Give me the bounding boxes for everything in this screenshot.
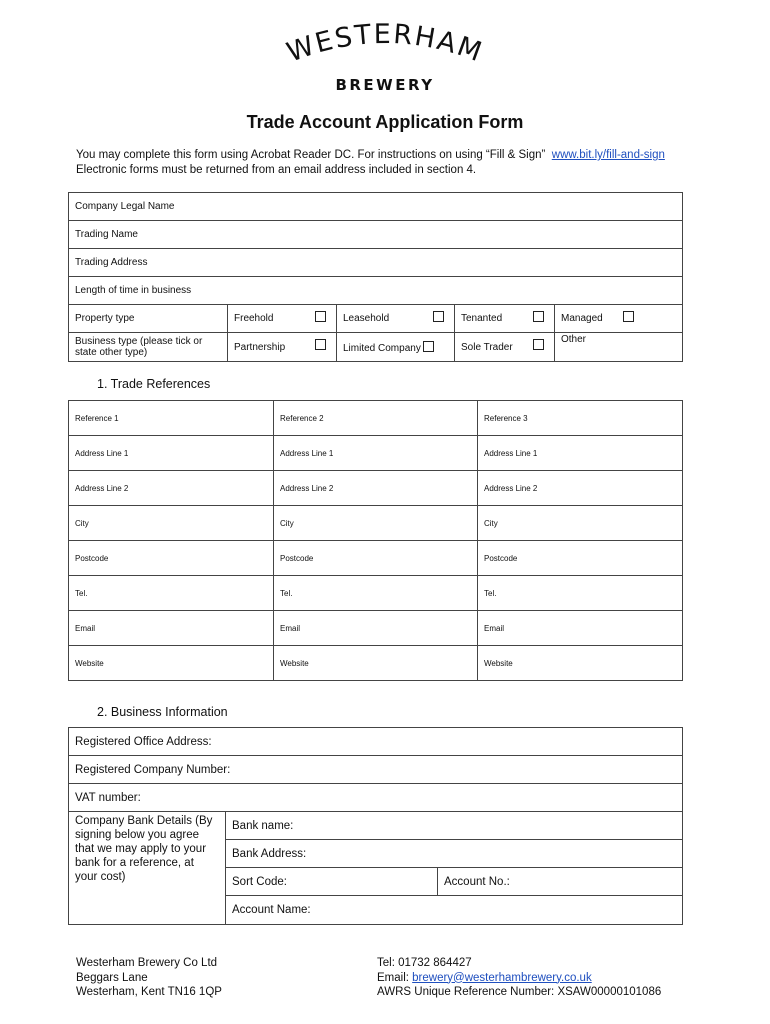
managed-checkbox[interactable] (623, 311, 634, 322)
tenanted-label: Tenanted (461, 313, 503, 324)
footer-email-label: Email: (377, 971, 413, 984)
reference-2-name-field[interactable]: Reference 2 (274, 401, 478, 436)
managed-option[interactable] (555, 305, 683, 333)
leasehold-checkbox[interactable] (433, 311, 444, 322)
managed-label: Managed (561, 313, 603, 324)
footer-company: Westerham Brewery Co Ltd (76, 957, 218, 969)
other-label: Other (561, 334, 587, 345)
tenanted-checkbox[interactable] (533, 311, 544, 322)
reference-1-email-field[interactable]: Email (69, 611, 274, 646)
svg-text:WESTERHAM (283, 20, 487, 69)
brewery-logo (262, 20, 508, 100)
logo-wordmark: WESTERHAM (282, 20, 488, 69)
sort-code-field[interactable]: Sort Code: (226, 868, 438, 896)
freehold-label: Freehold (234, 313, 274, 324)
business-information-table (68, 727, 683, 925)
leasehold-option[interactable] (337, 305, 455, 333)
intro-line1: You may complete this form using Acrobat Reader DC. For instructions on using “Fill & Sign” (76, 149, 546, 161)
reference-3-website-field[interactable]: Website (478, 646, 683, 681)
bank-details-label: Company Bank Details (By signing below you agree that we may apply to your bank for a reference, at your cost) (69, 812, 226, 925)
company-legal-name-field[interactable]: Company Legal Name (69, 193, 683, 221)
partnership-option[interactable] (228, 333, 337, 362)
trade-references-heading: 1. Trade References (97, 377, 211, 391)
fill-sign-link[interactable]: www.bit.ly/fill-and-sign (551, 149, 665, 161)
business-type-label: Business type (please tick or state other type) (69, 333, 228, 362)
registered-office-field[interactable]: Registered Office Address: (69, 728, 683, 756)
reference-2-tel-field[interactable]: Tel. (274, 576, 478, 611)
reference-3-email-field[interactable]: Email (478, 611, 683, 646)
business-information-heading: 2. Business Information (97, 705, 228, 719)
leasehold-label: Leasehold (343, 313, 390, 324)
company-details-table (68, 192, 683, 362)
account-name-field[interactable]: Account Name: (226, 896, 683, 925)
reference-3-address-line-1-field[interactable]: Address Line 1 (478, 436, 683, 471)
limited-company-option[interactable] (337, 333, 455, 362)
reference-3-postcode-field[interactable]: Postcode (478, 541, 683, 576)
vat-number-field[interactable]: VAT number: (69, 784, 683, 812)
reference-2-email-field[interactable]: Email (274, 611, 478, 646)
property-type-label: Property type (69, 305, 228, 333)
partnership-label: Partnership (234, 341, 286, 353)
reference-1-city-field[interactable]: City (69, 506, 274, 541)
reference-2-address-line-2-field[interactable]: Address Line 2 (274, 471, 478, 506)
footer-contact (377, 956, 661, 1000)
footer-street: Beggars Lane (76, 971, 148, 984)
intro-line2: Electronic forms must be returned from an email address included in section 4. (76, 164, 477, 176)
sole-trader-option[interactable] (455, 333, 555, 362)
reference-2-address-line-1-field[interactable]: Address Line 1 (274, 436, 478, 471)
freehold-checkbox[interactable] (315, 311, 326, 322)
reference-1-tel-field[interactable]: Tel. (69, 576, 274, 611)
reference-2-city-field[interactable]: City (274, 506, 478, 541)
page-title: Trade Account Application Form (246, 112, 524, 132)
footer-awrs: AWRS Unique Reference Number: XSAW00000101086 (377, 986, 662, 998)
limited-company-label: Limited Company (343, 342, 421, 354)
reference-1-postcode-field[interactable]: Postcode (69, 541, 274, 576)
reference-3-city-field[interactable]: City (478, 506, 683, 541)
reference-2-website-field[interactable]: Website (274, 646, 478, 681)
limited-company-checkbox[interactable] (423, 341, 434, 352)
reference-1-website-field[interactable]: Website (69, 646, 274, 681)
footer-tel: Tel: 01732 864427 (377, 957, 472, 969)
bank-address-field[interactable]: Bank Address: (226, 840, 683, 868)
reference-1-address-line-1-field[interactable]: Address Line 1 (69, 436, 274, 471)
trading-name-field[interactable]: Trading Name (69, 221, 683, 249)
sole-trader-label: Sole Trader (461, 341, 513, 353)
reference-1-name-field[interactable]: Reference 1 (69, 401, 274, 436)
length-in-business-field[interactable]: Length of time in business (69, 277, 683, 305)
sole-trader-checkbox[interactable] (533, 339, 544, 350)
footer-address (76, 956, 222, 1000)
intro-text (76, 148, 716, 178)
tenanted-option[interactable] (455, 305, 555, 333)
company-number-field[interactable]: Registered Company Number: (69, 756, 683, 784)
reference-3-address-line-2-field[interactable]: Address Line 2 (478, 471, 683, 506)
freehold-option[interactable] (228, 305, 337, 333)
reference-1-address-line-2-field[interactable]: Address Line 2 (69, 471, 274, 506)
logo-subtitle: BREWERY (335, 76, 435, 94)
reference-3-name-field[interactable]: Reference 3 (478, 401, 683, 436)
trading-address-field[interactable]: Trading Address (69, 249, 683, 277)
bank-name-field[interactable]: Bank name: (226, 812, 683, 840)
reference-2-postcode-field[interactable]: Postcode (274, 541, 478, 576)
footer-town: Westerham, Kent TN16 1QP (76, 986, 222, 998)
other-option[interactable] (555, 333, 683, 362)
reference-3-tel-field[interactable]: Tel. (478, 576, 683, 611)
partnership-checkbox[interactable] (315, 339, 326, 350)
trade-references-table (68, 400, 683, 681)
account-number-field[interactable]: Account No.: (438, 868, 683, 896)
footer-email-link[interactable]: brewery@westerhambrewery.co.uk (412, 971, 592, 984)
